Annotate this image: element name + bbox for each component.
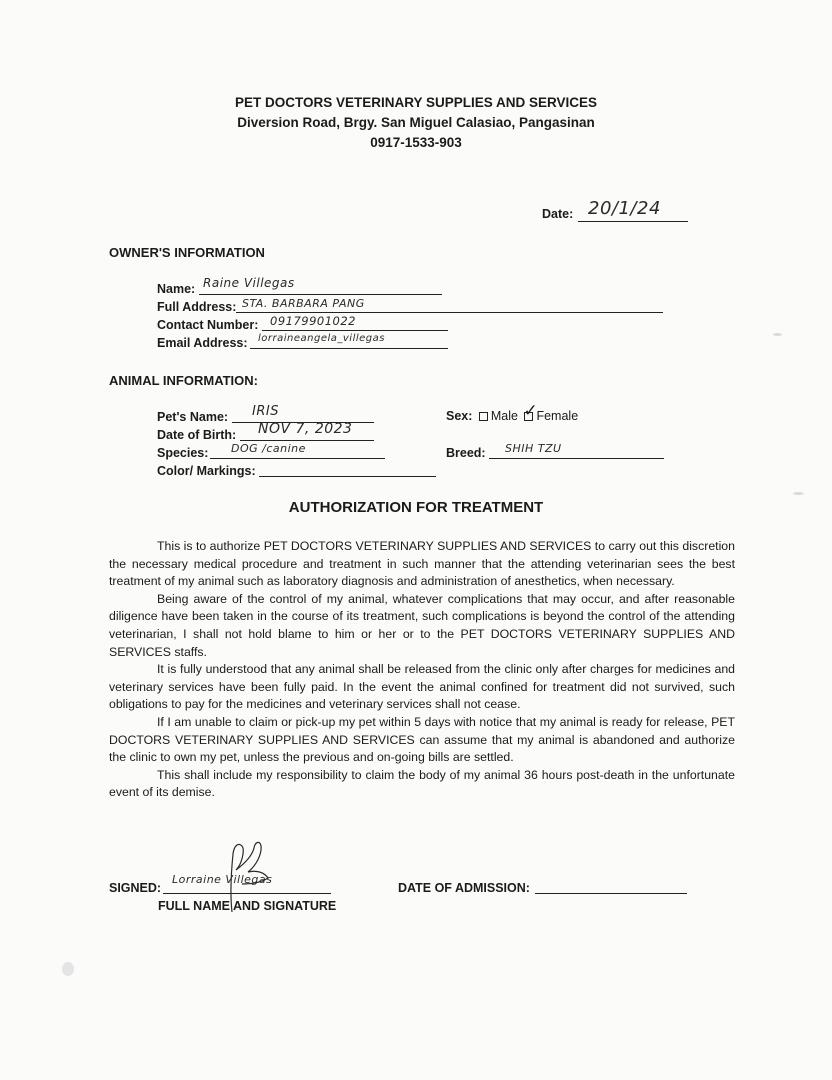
owner-contact-line <box>262 330 448 331</box>
breed-label: Breed: <box>446 446 486 460</box>
sex-field <box>446 401 579 423</box>
signed-name-value: Lorraine Villegas <box>172 873 273 886</box>
owner-email-line <box>250 348 448 349</box>
owner-contact-label: Contact Number: <box>157 318 259 332</box>
authorization-paragraph: Being aware of the control of my animal, whatever complications that may occur, and after reasonable diligence have been taken in the course of its treatment, such complications is beyond the control of the attending veterinarian, I shall not hold blame to him or her or to the PET DOCTORS VETERINARY SUPPLIES AND SERVICES staffs. <box>109 591 735 659</box>
pet-name-value: IRIS <box>252 404 279 419</box>
breed-line <box>489 458 664 459</box>
owner-name-value: Raine Villegas <box>203 276 295 290</box>
color-label: Color/ Markings: <box>157 464 256 478</box>
owner-contact-value: 09179901022 <box>270 314 356 328</box>
authorization-paragraph: This shall include my responsibility to claim the body of my animal 36 hours post-death in the unfortunate event of its demise. <box>109 767 735 800</box>
owner-address-line <box>236 312 663 313</box>
checkmark-icon: ✓ <box>523 401 538 422</box>
species-value: DOG /canine <box>231 442 306 455</box>
authorization-body <box>109 538 735 802</box>
authorization-paragraph: It is fully understood that any animal shall be released from the clinic only after charges for medicines and veterinary services have been fully paid. In the event the animal confined for treatment did not survived, such obligations to pay for the medicines and veterinary services shall not cease. <box>109 662 735 712</box>
sex-label: Sex: <box>446 409 473 423</box>
sex-male-checkbox[interactable] <box>479 412 488 421</box>
sex-male-label: Male <box>490 409 518 423</box>
scan-speck <box>773 333 782 336</box>
owner-address-value: STA. BARBARA PANG <box>242 297 365 310</box>
business-address: Diversion Road, Brgy. San Miguel Calasiao, Pangasinan <box>237 115 595 130</box>
owner-email-value: lorraineangela_villegas <box>258 333 385 344</box>
scan-speck <box>62 962 74 976</box>
date-line <box>578 221 688 222</box>
business-name: PET DOCTORS VETERINARY SUPPLIES AND SERVICES <box>234 95 598 110</box>
dob-value: NOV 7, 2023 <box>258 421 353 437</box>
dob-label: Date of Birth: <box>157 428 237 442</box>
signed-label: SIGNED: <box>109 881 162 895</box>
business-phone: 0917-1533-903 <box>370 135 462 150</box>
date-label: Date: <box>542 207 574 221</box>
species-label: Species: <box>157 446 209 460</box>
pet-name-label: Pet's Name: <box>157 410 229 424</box>
sex-female-label: Female <box>536 409 579 423</box>
owner-section-heading: OWNER'S INFORMATION <box>109 245 265 260</box>
dob-line <box>240 440 374 441</box>
owner-name-label: Name: <box>157 282 196 296</box>
signature-caption: FULL NAME AND SIGNATURE <box>158 899 337 913</box>
authorization-paragraph: This is to authorize PET DOCTORS VETERINARY SUPPLIES AND SERVICES to carry out this discretion the necessary medical procedure and treatment in such manner that the attending veterinarian sees the best treatment of my animal such as laboratory diagnosis and administration of anesthetics, when necessary. <box>109 539 735 589</box>
sex-female-checkbox[interactable] <box>523 401 538 422</box>
scan-speck <box>793 492 804 495</box>
authorization-title: AUTHORIZATION FOR TREATMENT <box>288 499 544 516</box>
animal-section-heading: ANIMAL INFORMATION: <box>109 373 258 388</box>
species-line <box>210 458 385 459</box>
admission-date-line <box>535 893 687 894</box>
color-line <box>259 476 436 477</box>
owner-email-label: Email Address: <box>157 336 248 350</box>
breed-value: SHIH TZU <box>505 442 562 455</box>
admission-date-label: DATE OF ADMISSION: <box>398 881 530 895</box>
owner-address-label: Full Address: <box>157 300 237 314</box>
authorization-paragraph: If I am unable to claim or pick-up my pet within 5 days with notice that my animal is ready for release, PET DOCTORS VETERINARY SUPPLIES AND SERVICES can assume that my animal is abandoned and authorize the clinic to own my pet, unless the previous and on-going bills are settled. <box>109 714 735 765</box>
date-value: 20/1/24 <box>588 198 661 219</box>
owner-name-line <box>199 294 442 295</box>
